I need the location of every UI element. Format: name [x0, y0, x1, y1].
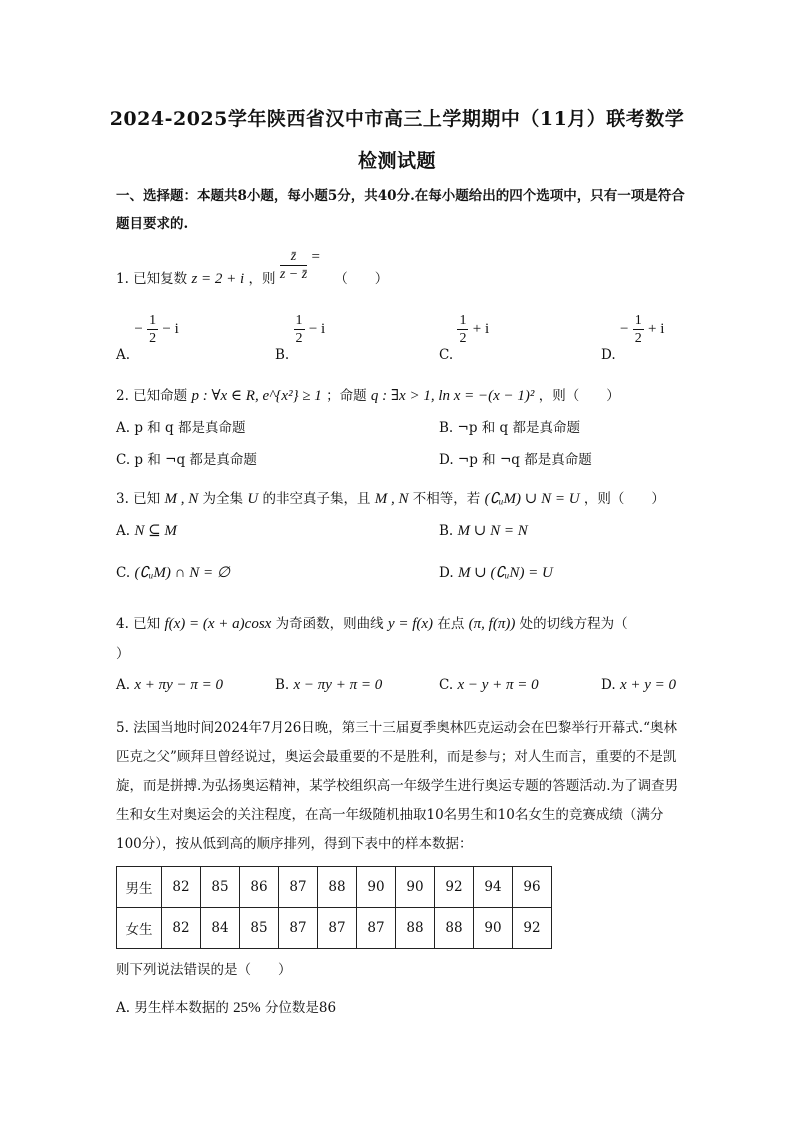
q3-text-b: 为全集	[202, 491, 244, 507]
table-cell: 90	[474, 908, 513, 949]
q1-option-c	[439, 312, 490, 363]
question-4	[116, 612, 628, 633]
q2-option-d: D. ¬p 和 ¬q 都是真命题	[439, 452, 592, 468]
section-heading: 一、选择题：本题共8小题，每小题5分，共40分.在每小题给出的四个选项中，只有一项是符合题目要求的.	[116, 188, 685, 232]
q1-opt-b-num: 1	[295, 313, 303, 328]
q1-opt-d-num: 1	[634, 313, 642, 328]
q3-opt-c: (∁ᵤM) ∩ N = ∅	[134, 565, 230, 581]
q1-opt-c-frac	[457, 312, 468, 347]
table-cell: 94	[474, 867, 513, 908]
table-cell: 92	[513, 908, 552, 949]
table-cell: 90	[396, 867, 435, 908]
q2-prop-p: p : ∀x ∈ R, e^{x²} ≥ 1	[191, 388, 322, 404]
title-line-2: 检测试题	[357, 150, 436, 172]
q3-option-c	[116, 563, 230, 582]
table-cell: 84	[201, 908, 240, 949]
q3-opt-b: M ∪ N = N	[457, 523, 528, 539]
table-row	[117, 908, 552, 949]
q4-text-b: 为奇函数，则曲线	[275, 616, 384, 632]
table-cell: 87	[279, 867, 318, 908]
question-1	[116, 249, 389, 297]
q4-option-b	[275, 677, 382, 694]
q1-option-a	[116, 312, 179, 363]
q1-opt-c-tail: + i	[472, 321, 490, 337]
table-cell: 90	[357, 867, 396, 908]
q2-option-b: B. ¬p 和 q 都是真命题	[439, 420, 580, 436]
q1-opt-b-den: 2	[295, 331, 303, 346]
title-line-1: 2024-2025学年陕西省汉中市高三上学期期中（11月）联考数学	[109, 108, 685, 130]
q1-opt-b-frac	[294, 312, 305, 347]
q5-opt-a-text: A. 男生样本数据的	[116, 1000, 229, 1016]
q1-frac-den: z − z̄	[279, 267, 308, 282]
table-cell: 88	[318, 867, 357, 908]
q1-expr: z = 2 + i	[191, 271, 245, 287]
q3-opt-a: N ⊆ M	[134, 523, 177, 539]
q3-option-b	[439, 521, 528, 540]
q1-opt-a-den: 2	[149, 331, 157, 346]
q3-option-d	[439, 563, 553, 582]
q3-condition: (∁ᵤM) ∪ N = U	[484, 491, 580, 507]
table-cell: 87	[318, 908, 357, 949]
q3-option-a	[116, 521, 177, 540]
q4-curve: y = f(x)	[387, 616, 434, 632]
q5-opt-a-tail: 分位数是86	[264, 1000, 337, 1016]
q1-opt-c-den: 2	[459, 331, 467, 346]
q3-tail: ，则（ ）	[583, 491, 665, 507]
q4-opt-b-label: B.	[275, 677, 290, 693]
q4-option-c	[439, 677, 539, 694]
row-label: 女生	[117, 908, 162, 949]
table-cell: 85	[240, 908, 279, 949]
q1-opt-a-num: 1	[149, 313, 157, 328]
q1-opt-c-num: 1	[459, 313, 467, 328]
q3-opt-d: M ∪ (∁ᵤN) = U	[457, 565, 553, 581]
question-2	[116, 384, 620, 405]
table-cell: 92	[435, 867, 474, 908]
q1-opt-d-sign: −	[619, 321, 629, 337]
q1-opt-b-tail: − i	[308, 321, 326, 337]
q4-option-d	[601, 677, 676, 694]
row-label: 男生	[117, 867, 162, 908]
q2-text: 2. 已知命题	[116, 388, 188, 404]
table-cell: 87	[279, 908, 318, 949]
q1-opt-d-label: D.	[601, 347, 616, 363]
q3-opt-a-label: A.	[116, 523, 131, 539]
q2-prop-q: q : ∃x > 1, ln x = −(x − 1)²	[370, 388, 535, 404]
q1-opt-a-sign: −	[134, 321, 143, 337]
q2-option-c: C. p 和 ¬q 都是真命题	[116, 452, 257, 468]
q4-option-a	[116, 677, 223, 694]
q3-opt-b-label: B.	[439, 523, 454, 539]
table-cell: 85	[201, 867, 240, 908]
table-cell: 82	[162, 908, 201, 949]
q4-opt-b: x − πy + π = 0	[293, 677, 383, 693]
q4-opt-c: x − y + π = 0	[457, 677, 539, 693]
q1-opt-a-tail: − i	[162, 321, 179, 337]
score-table	[116, 866, 552, 949]
table-cell: 88	[435, 908, 474, 949]
q1-opt-d-tail: + i	[648, 321, 665, 337]
q1-paren: （ ）	[334, 271, 389, 287]
q4-opt-d-label: D.	[601, 677, 616, 693]
q1-eq: =	[311, 249, 320, 265]
q4-opt-c-label: C.	[439, 677, 454, 693]
q4-opt-a-label: A.	[116, 677, 131, 693]
q1-opt-d-den: 2	[634, 331, 642, 346]
q3-text-a: 3. 已知	[116, 491, 161, 507]
q1-opt-d-frac	[633, 312, 644, 347]
q4-opt-d: x + y = 0	[619, 677, 676, 693]
q1-mid: ，则	[248, 271, 276, 287]
q1-frac-num: z̄	[280, 248, 307, 266]
q2-tail: ，则（ ）	[538, 388, 620, 404]
q1-fraction	[280, 248, 307, 283]
q2-option-a: A. p 和 q 都是真命题	[116, 420, 246, 436]
q3-text-d: 不相等，若	[412, 491, 481, 507]
q4-text-d: 处的切线方程为（	[519, 616, 628, 632]
q1-opt-a-frac	[147, 312, 158, 347]
q3-opt-d-label: D.	[439, 565, 454, 581]
table-cell: 86	[240, 867, 279, 908]
table-cell: 87	[357, 908, 396, 949]
q1-text: 1. 已知复数	[116, 271, 188, 287]
question-3	[116, 487, 665, 508]
q1-opt-a-label: A.	[116, 347, 131, 363]
q1-option-b	[275, 312, 326, 363]
q5-option-a	[116, 996, 336, 1017]
q5-question: 则下列说法错误的是（ ）	[116, 962, 292, 978]
table-cell: 82	[162, 867, 201, 908]
table-cell: 88	[396, 908, 435, 949]
q3-u: U	[247, 491, 259, 507]
table-cell: 96	[513, 867, 552, 908]
q2-mid: ；命题	[326, 388, 367, 404]
q3-text-c: 的非空真子集，且	[262, 491, 371, 507]
q3-mn: M , N	[164, 491, 199, 507]
q4-close-paren: ）	[116, 646, 130, 662]
q4-point: (π, f(π))	[468, 616, 516, 632]
question-5-text: 5. 法国当地时间2024年7月26日晚，第三十三届夏季奥林匹克运动会在巴黎举行开幕式.“奥林匹克之父”顾拜旦曾经说过，奥运会最重要的不是胜利，而是参与；对人生而言，重要的不是凯旋，而是拼搏.为弘扬奥运精神，某学校组织高一年级学生进行奥运专题的答题活动.为了调查男生和女生对奥运会的关注程度，在高一年级随机抽取10名男生和10名女生的竞赛成绩（满分100分），按从低到高的顺序排列，得到下表中的样本数据：	[116, 720, 679, 852]
q5-opt-a-percent: 25%	[233, 1000, 261, 1016]
q3-mn2: M , N	[374, 491, 409, 507]
q3-opt-c-label: C.	[116, 565, 131, 581]
q4-text-c: 在点	[437, 616, 465, 632]
q1-opt-c-label: C.	[439, 347, 454, 363]
q4-text-a: 4. 已知	[116, 616, 161, 632]
q1-option-d	[601, 312, 665, 363]
q4-function: f(x) = (x + a)cosx	[164, 616, 272, 632]
q1-opt-b-label: B.	[275, 347, 290, 363]
table-row	[117, 867, 552, 908]
q4-opt-a: x + πy − π = 0	[134, 677, 224, 693]
